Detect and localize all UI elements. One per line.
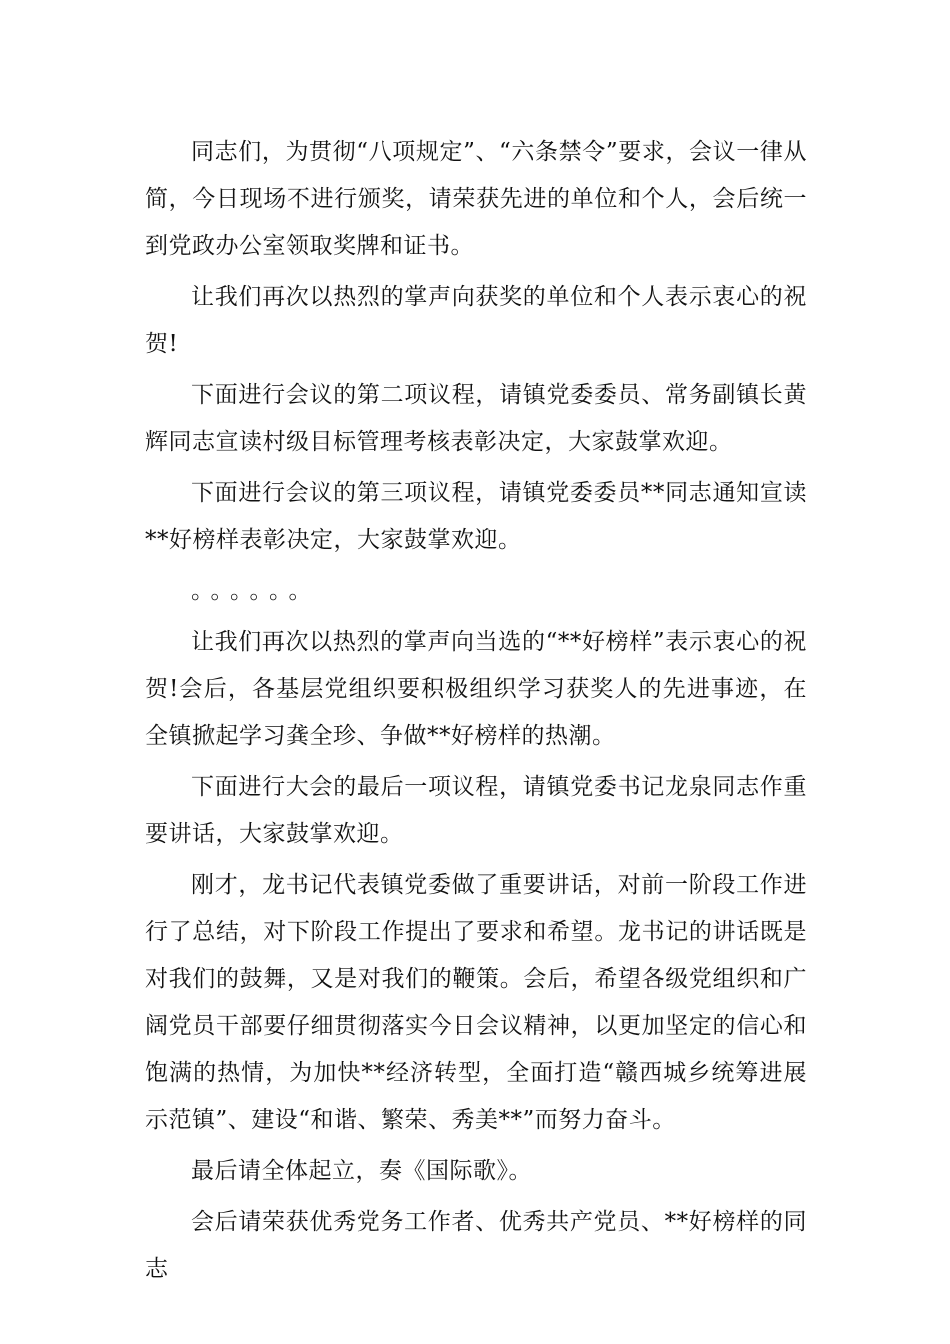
paragraph-agenda-item-2: 下面进行会议的第二项议程，请镇党委委员、常务副镇长黄辉同志宣读村级目标管理考核表彰决定，大家鼓掌欢迎。 bbox=[145, 382, 807, 455]
paragraph-agenda-item-3: 下面进行会议的第三项议程，请镇党委委员**同志通知宣读**好榜样表彰决定，大家鼓掌欢迎。 bbox=[145, 480, 807, 553]
paragraph-congratulations-units: 让我们再次以热烈的掌声向获奖的单位和个人表示衷心的祝贺! bbox=[145, 284, 807, 357]
paragraph-summary-remarks: 刚才，龙书记代表镇党委做了重要讲话，对前一阶段工作进行了总结，对下阶段工作提出了要求和希望。龙书记的讲话既是对我们的鼓舞，又是对我们的鞭策。会后，希望各级党组织和广阔党员干部要仔细贯彻落实今日会议精神，以更加坚定的信心和饱满的热情，为加快**经济转型，全面打造“赣西城乡统筹进展示范镇”、建设“和谐、繁荣、秀美**”而努力奋斗。 bbox=[145, 872, 807, 1133]
paragraph-congratulations-role-models: 让我们再次以热烈的掌声向当选的“**好榜样”表示衷心的祝贺!会后，各基层党组织要积极组织学习获奖人的先进事迹，在全镇掀起学习龚全珍、争做**好榜样的热潮。 bbox=[145, 629, 807, 749]
paragraph-anthem: 最后请全体起立，奏《国际歌》。 bbox=[191, 1158, 532, 1184]
paragraph-ellipsis: 。。。。。。 bbox=[191, 578, 320, 604]
paragraph-venue-notice: 同志们，为贯彻“八项规定”、“六条禁令”要求，会议一律从简，今日现场不进行颁奖，请荣获先进的单位和个人，会后统一到党政办公室领取奖牌和证书。 bbox=[145, 139, 807, 259]
document-body bbox=[145, 129, 807, 1297]
paragraph-after-meeting: 会后请荣获优秀党务工作者、优秀共产党员、**好榜样的同志 bbox=[145, 1209, 807, 1282]
paragraph-final-agenda-item: 下面进行大会的最后一项议程，请镇党委书记龙泉同志作重要讲话，大家鼓掌欢迎。 bbox=[145, 774, 807, 847]
